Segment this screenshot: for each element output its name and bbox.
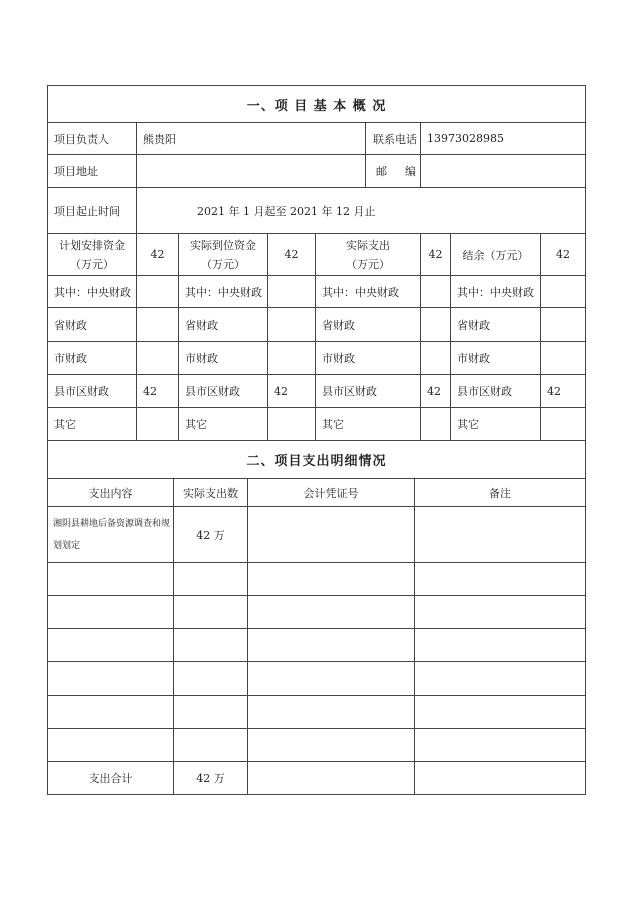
phone-label: 联系电话 — [366, 123, 421, 155]
expense-total-row — [48, 762, 586, 795]
funds-cell-label: 省财政 — [451, 308, 541, 342]
col-header-voucher: 会计凭证号 — [248, 479, 415, 507]
funds-cell-label: 省财政 — [316, 308, 421, 342]
address-label: 项目地址 — [48, 155, 137, 188]
expense-voucher — [248, 629, 415, 662]
total-amount: 42 万 — [174, 762, 248, 795]
expense-voucher — [248, 507, 415, 563]
col-header-note: 备注 — [415, 479, 586, 507]
expense-content — [48, 696, 174, 729]
funds-cell-value — [541, 276, 586, 308]
expense-row — [48, 596, 586, 629]
col-header-content: 支出内容 — [48, 479, 174, 507]
funds-cell-value — [421, 308, 451, 342]
funds-row-province — [48, 308, 586, 342]
expense-amount — [174, 662, 248, 696]
expense-amount — [174, 729, 248, 762]
funds-cell-label: 省财政 — [179, 308, 268, 342]
funds-cell-value — [137, 276, 179, 308]
expense-note — [415, 662, 586, 696]
funds-cell-value — [268, 408, 316, 441]
postcode-label-a: 邮 — [376, 165, 387, 178]
project-form — [47, 85, 585, 799]
expense-amount — [174, 563, 248, 596]
expense-content — [48, 662, 174, 696]
period-value: 2021 年 1 月起至 2021 年 12 月止 — [137, 188, 586, 234]
funds-cell-label: 其它 — [451, 408, 541, 441]
funds-header-row — [48, 234, 586, 276]
period-label: 项目起止时间 — [48, 188, 137, 234]
funds-cell-value — [268, 308, 316, 342]
funds-row-other — [48, 408, 586, 441]
expense-detail-table — [47, 440, 586, 795]
planned-funds-label: 计划安排资金 （万元） — [48, 234, 137, 276]
expense-content — [48, 596, 174, 629]
funds-row-central — [48, 276, 586, 308]
project-overview-table — [47, 85, 586, 441]
expense-note — [415, 507, 586, 563]
funds-cell-value — [541, 342, 586, 375]
funds-cell-label: 其它 — [179, 408, 268, 441]
leader-value: 熊贵阳 — [137, 123, 366, 155]
section2-title: 二、项目支出明细情况 — [48, 441, 586, 479]
expense-content — [48, 729, 174, 762]
funds-cell-value — [541, 308, 586, 342]
expense-voucher — [248, 696, 415, 729]
funds-cell-value — [137, 408, 179, 441]
funds-cell-label: 其它 — [48, 408, 137, 441]
funds-row-city — [48, 342, 586, 375]
funds-cell-value — [268, 276, 316, 308]
expense-note — [415, 729, 586, 762]
funds-cell-value: 42 — [137, 375, 179, 408]
funds-cell-label: 县市区财政 — [316, 375, 421, 408]
balance-value: 42 — [541, 234, 586, 276]
funds-cell-label: 市财政 — [179, 342, 268, 375]
funds-cell-label: 其中：中央财政 — [179, 276, 268, 308]
balance-label: 结余（万元） — [451, 234, 541, 276]
expense-content — [48, 629, 174, 662]
expense-amount — [174, 596, 248, 629]
funds-cell-label: 县市区财政 — [451, 375, 541, 408]
expense-voucher — [248, 729, 415, 762]
expense-row — [48, 563, 586, 596]
expense-note — [415, 596, 586, 629]
received-funds-label: 实际到位资金 （万元） — [179, 234, 268, 276]
funds-cell-value — [421, 342, 451, 375]
postcode-label-b: 编 — [405, 165, 416, 178]
actual-spend-label: 实际支出 （万元） — [316, 234, 421, 276]
postcode-value — [421, 155, 586, 188]
expense-voucher — [248, 563, 415, 596]
funds-cell-value — [421, 276, 451, 308]
total-voucher — [248, 762, 415, 795]
expense-note — [415, 629, 586, 662]
expense-voucher — [248, 662, 415, 696]
address-value — [137, 155, 366, 188]
total-note — [415, 762, 586, 795]
funds-cell-label: 省财政 — [48, 308, 137, 342]
expense-row — [48, 662, 586, 696]
funds-row-county — [48, 375, 586, 408]
col-header-amount: 实际支出数 — [174, 479, 248, 507]
expense-voucher — [248, 596, 415, 629]
funds-cell-label: 其中：中央财政 — [451, 276, 541, 308]
received-funds-value: 42 — [268, 234, 316, 276]
expense-row — [48, 729, 586, 762]
expense-row — [48, 696, 586, 729]
expense-note — [415, 696, 586, 729]
funds-cell-label: 其中：中央财政 — [316, 276, 421, 308]
funds-cell-value: 42 — [421, 375, 451, 408]
expense-content — [48, 563, 174, 596]
funds-cell-value — [137, 308, 179, 342]
funds-cell-label: 市财政 — [48, 342, 137, 375]
expense-amount — [174, 696, 248, 729]
funds-cell-value — [268, 342, 316, 375]
expense-note — [415, 563, 586, 596]
total-label: 支出合计 — [48, 762, 174, 795]
funds-cell-label: 其中：中央财政 — [48, 276, 137, 308]
leader-label: 项目负责人 — [48, 123, 137, 155]
expense-row — [48, 629, 586, 662]
expense-header-row — [48, 479, 586, 507]
expense-row — [48, 507, 586, 563]
section1-title: 一、项 目 基 本 概 况 — [48, 86, 586, 123]
funds-cell-label: 县市区财政 — [179, 375, 268, 408]
funds-cell-value: 42 — [541, 375, 586, 408]
expense-content: 湘阴县耕地后备资源调查和规划划定 — [48, 507, 174, 563]
funds-cell-label: 县市区财政 — [48, 375, 137, 408]
phone-value: 13973028985 — [421, 123, 586, 155]
actual-spend-value: 42 — [421, 234, 451, 276]
funds-cell-label: 市财政 — [316, 342, 421, 375]
funds-cell-label: 市财政 — [451, 342, 541, 375]
funds-cell-value: 42 — [268, 375, 316, 408]
funds-cell-label: 其它 — [316, 408, 421, 441]
planned-funds-value: 42 — [137, 234, 179, 276]
funds-cell-value — [541, 408, 586, 441]
funds-cell-value — [137, 342, 179, 375]
expense-amount — [174, 629, 248, 662]
postcode-label — [366, 155, 421, 188]
funds-cell-value — [421, 408, 451, 441]
expense-amount: 42 万 — [174, 507, 248, 563]
